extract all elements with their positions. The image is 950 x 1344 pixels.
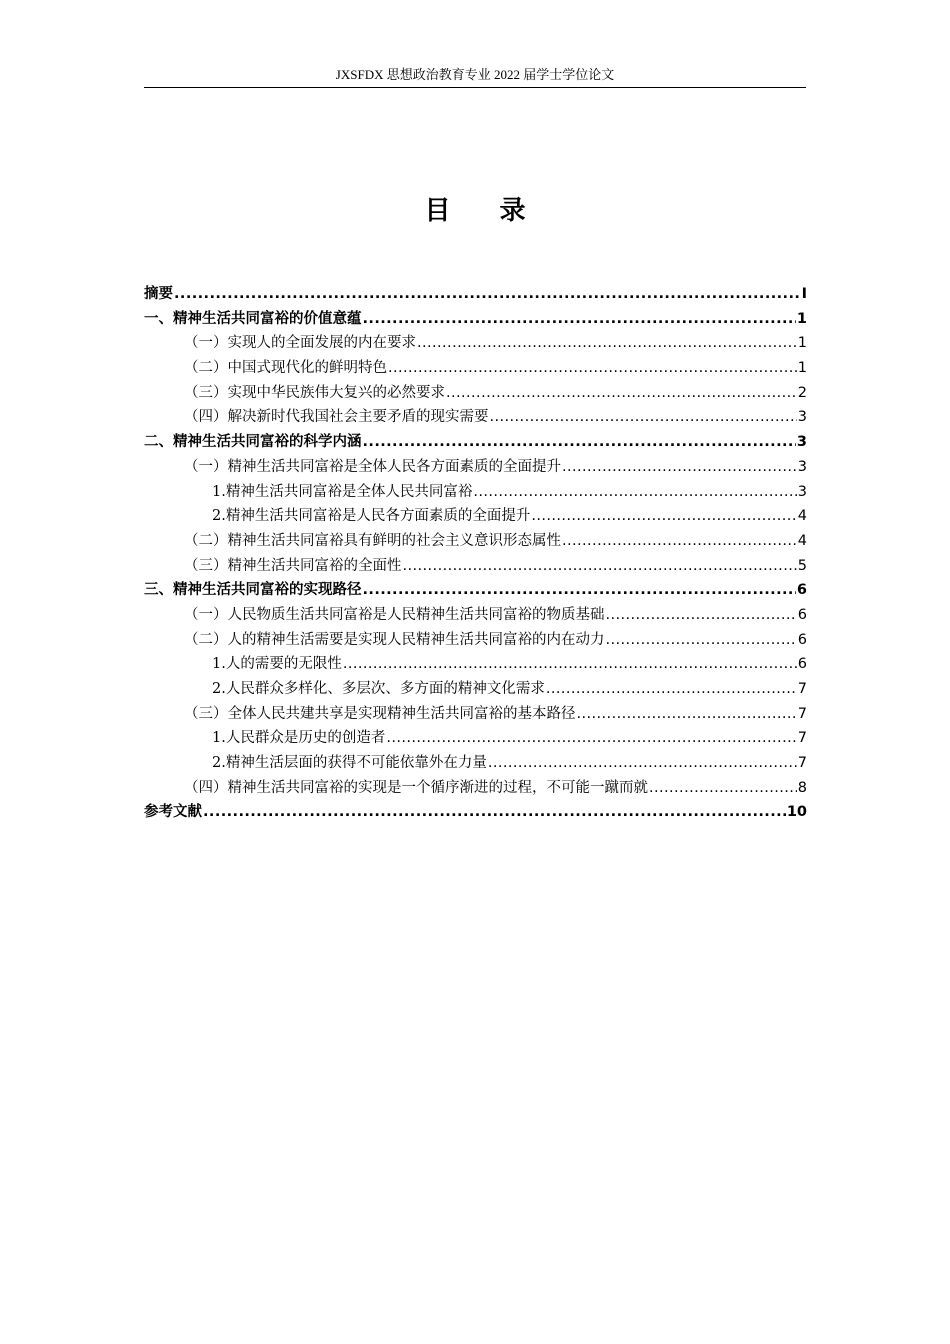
toc-entry-page: 5 [797, 557, 807, 574]
toc-leader-dots [473, 484, 796, 500]
toc-entry-title: 1.精神生活共同富裕是全体人民共同富裕 [212, 483, 473, 500]
toc-leader-dots [490, 409, 797, 425]
toc-entry-page: 10 [786, 804, 807, 821]
toc-entry[interactable] [144, 307, 807, 332]
toc-entry-page: 7 [797, 730, 807, 747]
toc-entry-page: 1 [797, 335, 807, 352]
toc-leader-dots [403, 558, 797, 574]
toc-entry-title: 2.精神生活层面的获得不可能依靠外在力量 [212, 755, 487, 772]
toc-entry-page: 3 [797, 458, 807, 475]
table-of-contents [144, 282, 807, 825]
toc-entry-title: （一）人民物质生活共同富裕是人民精神生活共同富裕的物质基础 [184, 606, 605, 623]
toc-entry[interactable] [144, 628, 807, 653]
toc-entry-title: （一）实现人的全面发展的内在要求 [184, 335, 416, 352]
toc-entry-title: （二）精神生活共同富裕具有鲜明的社会主义意识形态属性 [184, 532, 561, 549]
toc-entry-title: （一）精神生活共同富裕是全体人民各方面素质的全面提升 [184, 458, 561, 475]
toc-leader-dots [531, 508, 796, 524]
toc-entry-title: （三）全体人民共建共享是实现精神生活共同富裕的基本路径 [184, 705, 576, 722]
toc-entry-title: 2.人民群众多样化、多层次、多方面的精神文化需求 [212, 681, 545, 697]
toc-entry[interactable] [144, 603, 807, 628]
toc-entry-title: （二）中国式现代化的鲜明特色 [184, 360, 387, 377]
toc-entry[interactable] [144, 405, 807, 430]
toc-entry[interactable] [144, 529, 807, 554]
toc-entry-page: 7 [797, 705, 807, 722]
toc-entry-title: （三）精神生活共同富裕的全面性 [184, 557, 402, 574]
toc-entry[interactable] [144, 726, 807, 751]
toc-entry-page: 6 [796, 582, 807, 599]
header-rule [144, 87, 806, 88]
toc-entry-page: 3 [797, 409, 807, 426]
toc-leader-dots [562, 533, 797, 549]
toc-entry-page: 1 [796, 310, 807, 327]
toc-entry[interactable] [144, 381, 807, 406]
toc-entry[interactable] [144, 504, 807, 529]
toc-entry-title: 1.人民群众是历史的创造者 [212, 730, 386, 747]
toc-entry-page: I [801, 286, 807, 302]
toc-entry-page: 2 [797, 384, 807, 401]
toc-leader-dots [363, 582, 796, 598]
toc-entry[interactable] [144, 356, 807, 381]
toc-leader-dots [386, 730, 796, 746]
toc-leader-dots [606, 632, 797, 648]
toc-entry[interactable] [144, 455, 807, 480]
toc-entry-title: 参考文献 [144, 804, 202, 821]
toc-leader-dots [446, 385, 797, 401]
toc-entry[interactable] [144, 282, 807, 307]
toc-entry-page: 7 [797, 681, 807, 697]
toc-entry-page: 7 [797, 755, 807, 772]
toc-entry[interactable] [144, 331, 807, 356]
toc-leader-dots [577, 706, 797, 722]
toc-entry-page: 8 [797, 779, 807, 796]
toc-leader-dots [363, 434, 796, 450]
toc-leader-dots [546, 681, 797, 697]
toc-leader-dots [417, 335, 797, 351]
toc-entry-page: 6 [797, 606, 807, 623]
toc-entry-page: 4 [797, 532, 807, 549]
toc-entry[interactable] [144, 578, 807, 603]
toc-entry-page: 6 [797, 631, 807, 648]
toc-leader-dots [388, 360, 797, 376]
toc-entry-title: （二）人的精神生活需要是实现人民精神生活共同富裕的内在动力 [184, 631, 605, 648]
toc-entry[interactable] [144, 480, 807, 505]
toc-entry-page: 4 [797, 508, 807, 525]
toc-entry-title: （四）解决新时代我国社会主要矛盾的现实需要 [184, 409, 489, 426]
toc-leader-dots [174, 286, 801, 302]
toc-entry[interactable] [144, 554, 807, 579]
toc-leader-dots [606, 607, 797, 623]
toc-entry[interactable] [144, 652, 807, 677]
page-header: JXSFDX 思想政治教育专业 2022 届学士学位论文 [335, 67, 615, 82]
toc-entry-title: （四）精神生活共同富裕的实现是一个循序渐进的过程，不可能一蹴而就 [184, 779, 648, 796]
toc-entry-title: 摘要 [144, 286, 173, 302]
toc-entry[interactable] [144, 702, 807, 727]
toc-entry-title: 2.精神生活共同富裕是人民各方面素质的全面提升 [212, 508, 531, 525]
toc-leader-dots [562, 459, 797, 475]
toc-entry[interactable] [144, 430, 807, 455]
toc-entry-title: 一、精神生活共同富裕的价值意蕴 [144, 310, 362, 327]
toc-leader-dots [203, 804, 786, 820]
toc-entry-title: 1.人的需要的无限性 [212, 656, 342, 673]
toc-entry-page: 1 [797, 360, 807, 377]
toc-leader-dots [363, 311, 796, 327]
toc-entry-title: 三、精神生活共同富裕的实现路径 [144, 582, 362, 599]
toc-leader-dots [343, 656, 797, 672]
toc-entry-title: （三）实现中华民族伟大复兴的必然要求 [184, 384, 445, 401]
toc-entry-page: 3 [796, 434, 807, 451]
toc-entry-page: 3 [797, 483, 807, 500]
toc-entry-page: 6 [797, 656, 807, 673]
toc-entry-title: 二、精神生活共同富裕的科学内涵 [144, 434, 362, 451]
toc-entry[interactable] [144, 800, 807, 825]
toc-entry[interactable] [144, 751, 807, 776]
toc-entry[interactable] [144, 677, 807, 702]
toc-leader-dots [488, 755, 797, 771]
toc-entry[interactable] [144, 776, 807, 801]
toc-leader-dots [649, 780, 797, 796]
toc-title: 目 录 [424, 196, 546, 226]
